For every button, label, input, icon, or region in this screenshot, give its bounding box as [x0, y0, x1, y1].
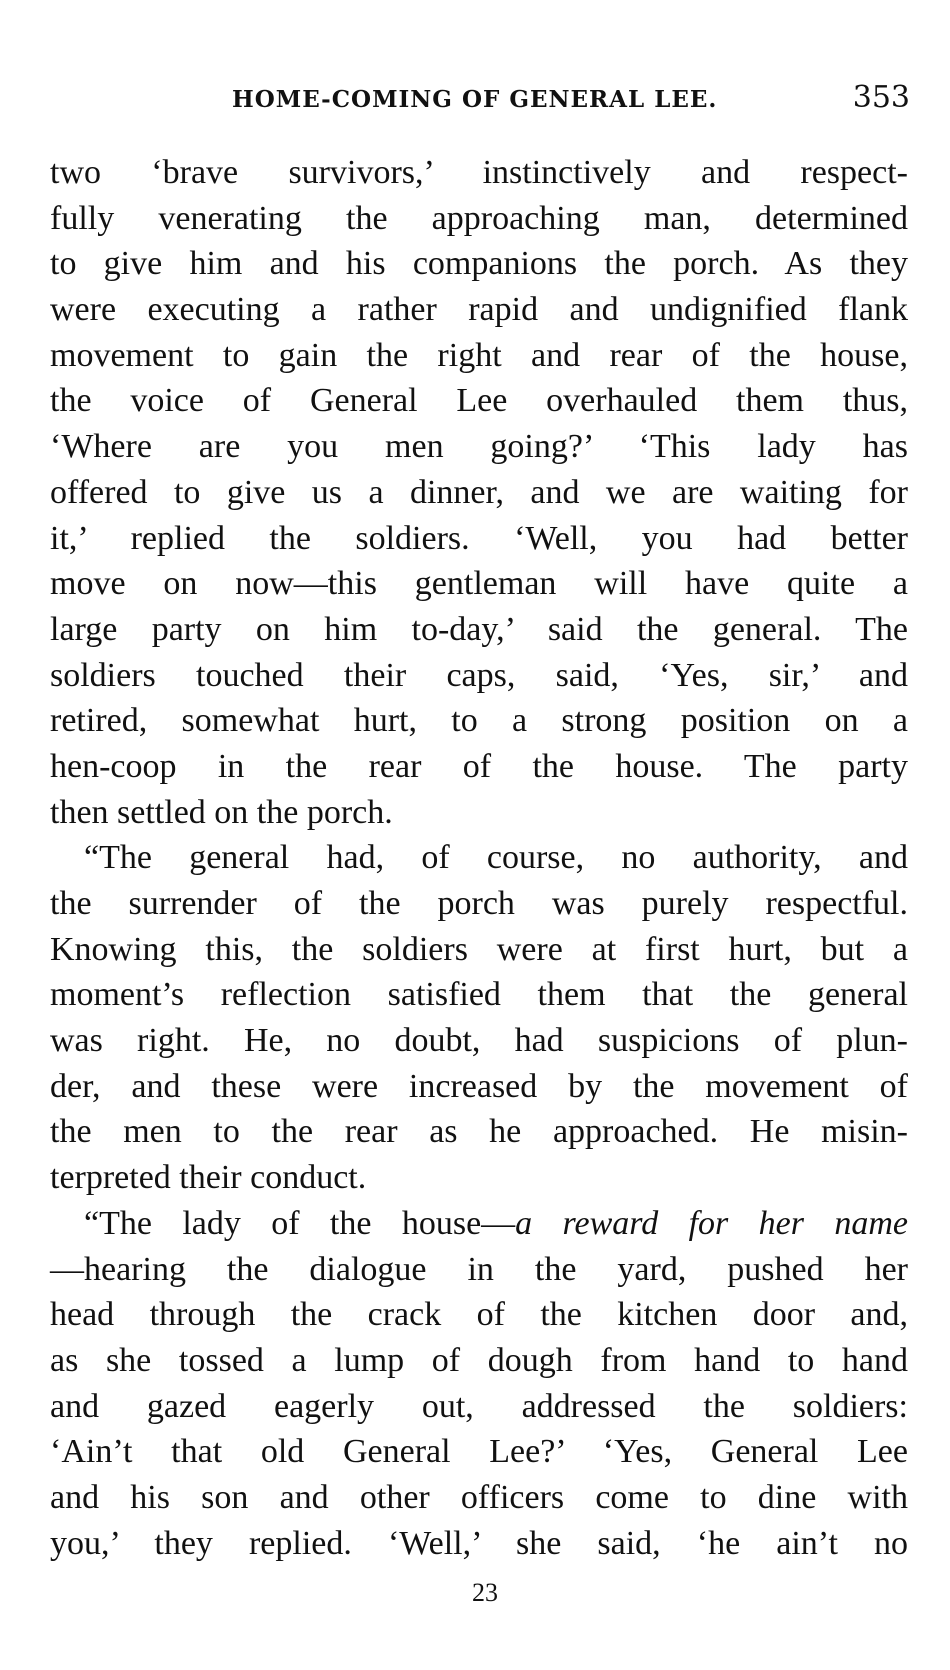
- text-line-mixed: [50, 1201, 908, 1247]
- text-line: and gazed eagerly out, addressed the soldiers:: [50, 1387, 908, 1425]
- text-line: terpreted their conduct.: [50, 1159, 367, 1197]
- text-line: you,’ they replied. ‘Well,’ she said, ‘he ain’t no: [50, 1524, 908, 1562]
- text-line: move on now—this gentleman will have quite a: [50, 565, 908, 603]
- text-line: ‘Where are you men going?’ ‘This lady has: [50, 428, 908, 466]
- text-line: head through the crack of the kitchen door and,: [50, 1296, 908, 1334]
- text-line: —hearing the dialogue in the yard, pushed her: [50, 1250, 908, 1288]
- text-line: offered to give us a dinner, and we are waiting for: [50, 473, 908, 511]
- text-line: the surrender of the porch was purely respectful.: [50, 885, 908, 922]
- text-line: two ‘brave survivors,’ instinctively and respect-: [50, 154, 908, 191]
- paragraph-1: [50, 150, 908, 835]
- running-head: [0, 80, 950, 120]
- text-line: it,’ replied the soldiers. ‘Well, you had better: [50, 519, 908, 557]
- text-line: movement to gain the right and rear of the house,: [50, 336, 908, 374]
- text-line: soldiers touched their caps, said, ‘Yes, sir,’ and: [50, 656, 908, 694]
- text-line: hen-coop in the rear of the house. The party: [50, 747, 908, 785]
- text-line: retired, somewhat hurt, to a strong position on a: [50, 702, 908, 740]
- text-line: to give him and his companions the porch. As they: [50, 245, 908, 283]
- paragraph-2: [50, 835, 908, 1201]
- text-line: large party on him to-day,’ said the general. The: [50, 610, 908, 648]
- text-line: the voice of General Lee overhauled them thus,: [50, 382, 908, 420]
- text-line: as she tossed a lump of dough from hand to hand: [50, 1341, 908, 1379]
- text-line: was right. He, no doubt, had suspicions of plun-: [50, 1022, 908, 1060]
- text-line: moment’s reflection satisfied them that the general: [50, 976, 908, 1014]
- page-number: 353: [852, 80, 910, 115]
- body-text: [50, 150, 908, 1566]
- text-line: and his son and other officers come to dine with: [50, 1478, 908, 1516]
- text-line: ‘Ain’t that old General Lee?’ ‘Yes, General Lee: [50, 1433, 908, 1471]
- text-roman: “The lady of the house—: [84, 1204, 516, 1242]
- signature-mark: 23: [472, 1578, 498, 1607]
- text-line: “The general had, of course, no authority, and: [84, 839, 908, 877]
- text-line: were executing a rather rapid and undignified flank: [50, 291, 908, 329]
- paragraph-3: [50, 1201, 908, 1567]
- text-line: der, and these were increased by the movement of: [50, 1067, 908, 1105]
- text-line: Knowing this, the soldiers were at first hurt, but a: [50, 930, 908, 968]
- text-line: fully venerating the approaching man, determined: [50, 199, 908, 237]
- text-line: the men to the rear as he approached. He misin-: [50, 1113, 908, 1151]
- text-line: then settled on the porch.: [50, 793, 393, 831]
- text-italic: a reward for her name: [515, 1204, 908, 1242]
- running-title: HOME-COMING OF GENERAL LEE.: [232, 86, 718, 113]
